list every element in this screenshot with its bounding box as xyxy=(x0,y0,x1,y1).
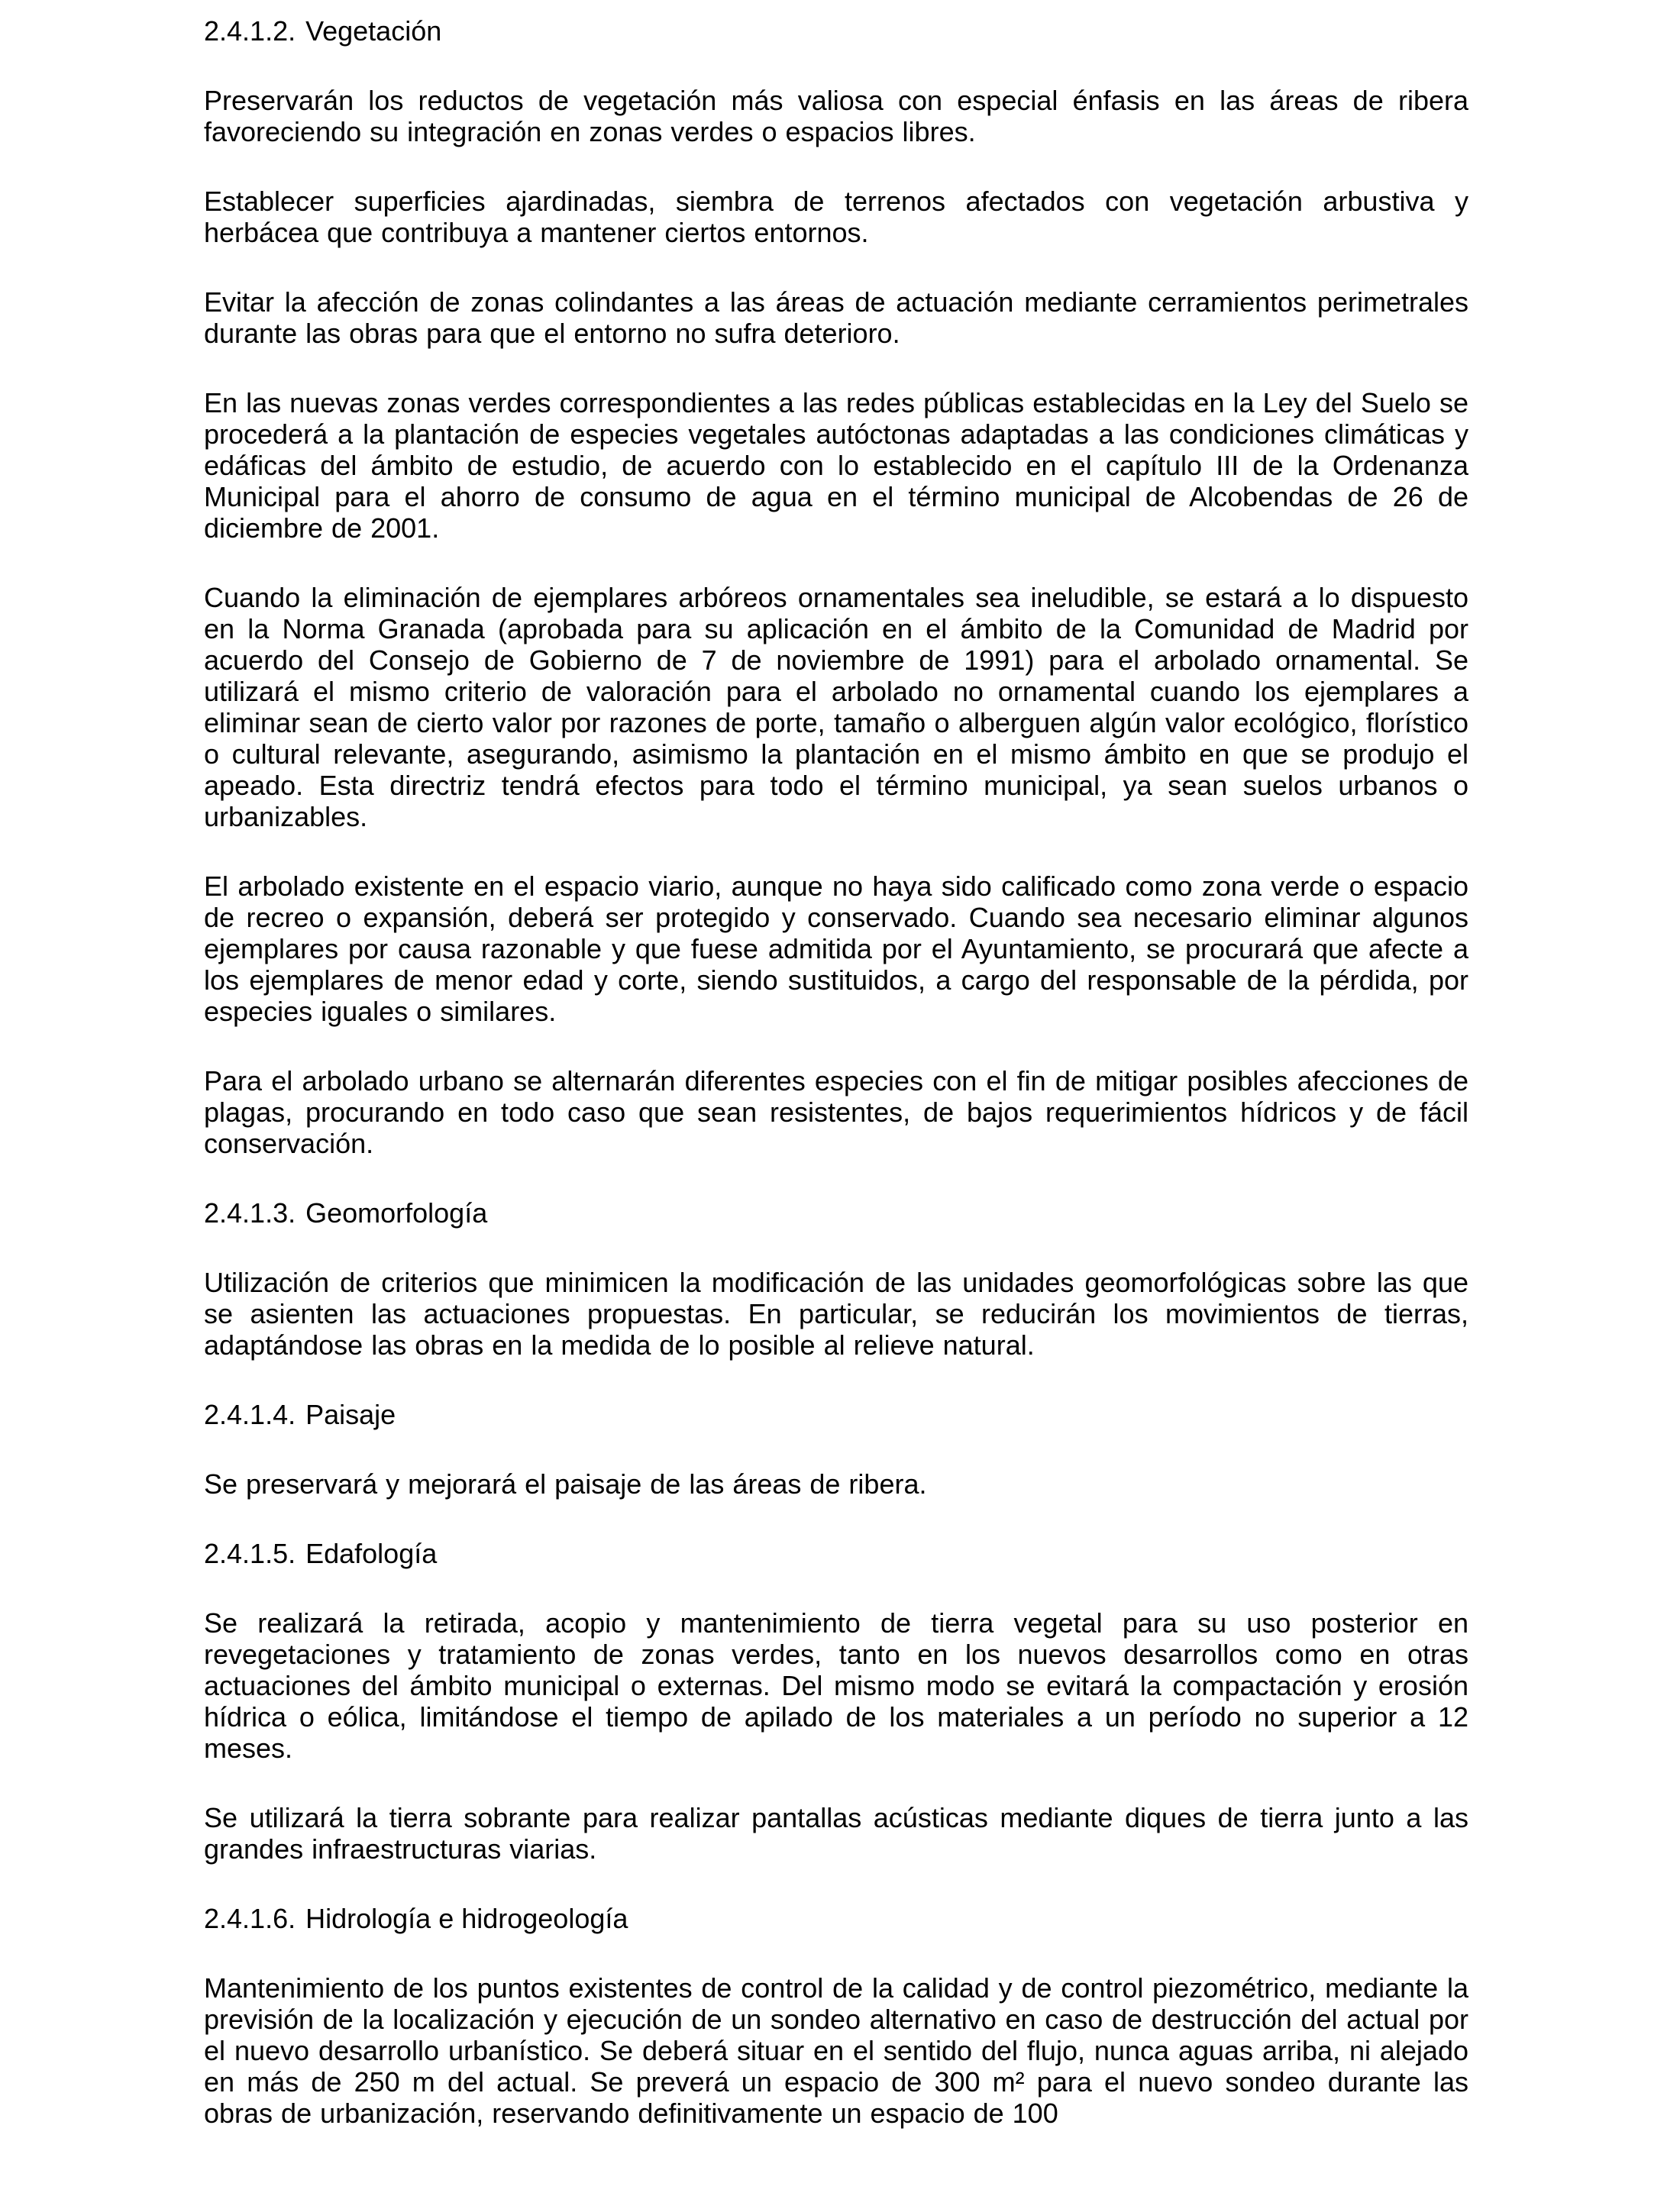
section-heading-paisaje xyxy=(204,1399,1468,1430)
section-number: 2.4.1.5. xyxy=(204,1538,296,1569)
paragraph: Para el arbolado urbano se alternarán diferentes especies con el fin de mitigar posibles afecciones de plagas, procurando en todo caso que sean resistentes, de bajos requerimientos hídricos y de fácil conservación. xyxy=(204,1065,1468,1159)
section-heading-hidrologia xyxy=(204,1903,1468,1934)
paragraph: Evitar la afección de zonas colindantes a las áreas de actuación mediante cerramientos perimetrales durante las obras para que el entorno no sufra deterioro. xyxy=(204,286,1468,349)
paragraph: Se realizará la retirada, acopio y mantenimiento de tierra vegetal para su uso posterior en revegetaciones y tratamiento de zonas verdes, tanto en los nuevos desarrollos como en otras actuaciones del ámbito municipal o externas. Del mismo modo se evitará la compactación y erosión hídrica o eólica, limitándose el tiempo de apilado de los materiales a un período no superior a 12 meses. xyxy=(204,1607,1468,1764)
paragraph: Se preservará y mejorará el paisaje de las áreas de ribera. xyxy=(204,1468,927,1500)
section-number: 2.4.1.4. xyxy=(204,1399,296,1430)
section-title: Geomorfología xyxy=(305,1197,488,1229)
paragraph: Preservarán los reductos de vegetación más valiosa con especial énfasis en las áreas de ribera favoreciendo su integración en zonas verdes o espacios libres. xyxy=(204,85,1468,147)
section-title: Hidrología e hidrogeología xyxy=(305,1903,628,1934)
paragraph: Establecer superficies ajardinadas, siembra de terrenos afectados con vegetación arbustiva y herbácea que contribuya a mantener ciertos entornos. xyxy=(204,186,1468,248)
section-number: 2.4.1.2. xyxy=(204,15,296,47)
paragraph: En las nuevas zonas verdes correspondientes a las redes públicas establecidas en la Ley del Suelo se procederá a la plantación de especies vegetales autóctonas adaptadas a las condiciones climáticas y edáficas del ámbito de estudio, de acuerdo con lo establecido en el capítulo III de la Ordenanza Municipal para el ahorro de consumo de agua en el término municipal de Alcobendas de 26 de diciembre de 2001. xyxy=(204,387,1468,544)
paragraph: Mantenimiento de los puntos existentes de control de la calidad y de control piezométrico, mediante la previsión de la localización y ejecución de un sondeo alternativo en caso de destrucción del actual por el nuevo desarrollo urbanístico. Se deberá situar en el sentido del flujo, nunca aguas arriba, ni alejado en más de 250 m del actual. Se preverá un espacio de 300 m² para el nuevo sondeo durante las obras de urbanización, reservando definitivamente un espacio de 100 xyxy=(204,1972,1468,2129)
section-title: Paisaje xyxy=(305,1399,396,1430)
section-heading-edafologia xyxy=(204,1538,1468,1569)
paragraph: El arbolado existente en el espacio viario, aunque no haya sido calificado como zona verde o espacio de recreo o expansión, deberá ser protegido y conservado. Cuando sea necesario eliminar algunos ejemplares por causa razonable y que fuese admitida por el Ayuntamiento, se procurará que afecte a los ejemplares de menor edad y corte, siendo sustituidos, a cargo del responsable de la pérdida, por especies iguales o similares. xyxy=(204,870,1468,1027)
section-title: Edafología xyxy=(305,1538,438,1569)
paragraph: Utilización de criterios que minimicen la modificación de las unidades geomorfológicas sobre las que se asienten las actuaciones propuestas. En particular, se reducirán los movimientos de tierras, adaptándose las obras en la medida de lo posible al relieve natural. xyxy=(204,1267,1468,1361)
paragraph: Se utilizará la tierra sobrante para realizar pantallas acústicas mediante diques de tierra junto a las grandes infraestructuras viarias. xyxy=(204,1802,1468,1865)
section-number: 2.4.1.6. xyxy=(204,1903,296,1934)
section-heading-vegetacion xyxy=(204,15,1468,47)
paragraph: Cuando la eliminación de ejemplares arbóreos ornamentales sea ineludible, se estará a lo dispuesto en la Norma Granada (aprobada para su aplicación en el ámbito de la Comunidad de Madrid por acuerdo del Consejo de Gobierno de 7 de noviembre de 1991) para el arbolado ornamental. Se utilizará el mismo criterio de valoración para el arbolado no ornamental cuando los ejemplares a eliminar sean de cierto valor por razones de porte, tamaño o alberguen algún valor ecológico, florístico o cultural relevante, asegurando, asimismo la plantación en el mismo ámbito en que se produjo el apeado. Esta directriz tendrá efectos para todo el término municipal, ya sean suelos urbanos o urbanizables. xyxy=(204,582,1468,832)
section-heading-geomorfologia xyxy=(204,1197,1468,1229)
section-title: Vegetación xyxy=(305,15,442,47)
section-number: 2.4.1.3. xyxy=(204,1197,296,1229)
